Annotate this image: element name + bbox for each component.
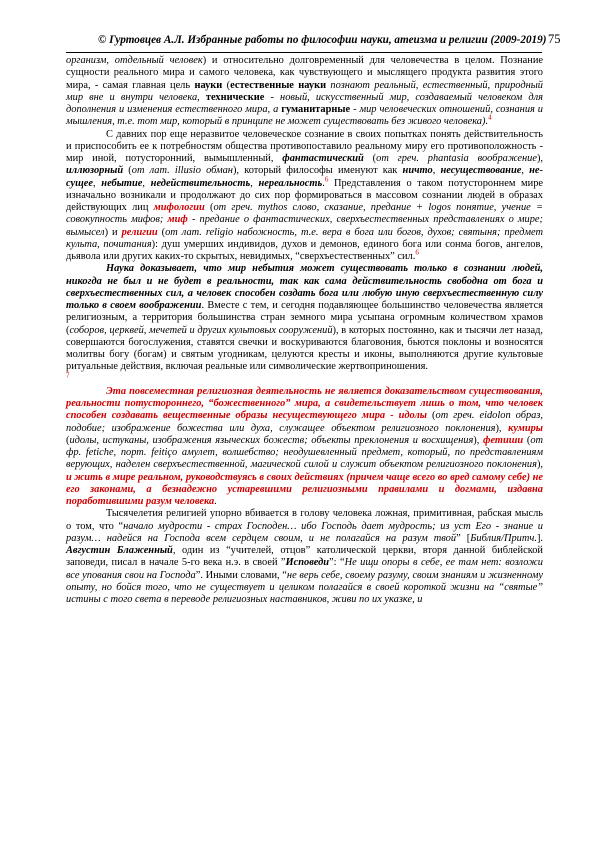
text-run: мифологии bbox=[153, 202, 205, 213]
text-run: , bbox=[250, 177, 259, 189]
text-run: Библия/Притч. bbox=[470, 532, 537, 544]
text-run: и жить в мире реальном, руководствуясь в своих действиях (причем чаще всего во вред самому себе) не его законами, а безнадежно устаревшими религиозными правилами и догмами, издавна поработившими разум человека bbox=[66, 471, 544, 507]
text-run: - предание о фантастических, сверхъестественных представлениях о мире; вымысел bbox=[66, 214, 543, 238]
text-run: фетиши bbox=[483, 434, 524, 446]
header-rule bbox=[66, 52, 542, 53]
text-run: , bbox=[432, 165, 441, 177]
footnote-ref-5[interactable]: 6 bbox=[324, 175, 329, 184]
text-run: познают реальный, естественный, природный мир вне и внутри человека, bbox=[66, 79, 543, 103]
text-run: . bbox=[322, 177, 325, 189]
text-run: Представления о таком потустороннем мире изначально возникали и продолжают до сих пор формироваться в массовом сознании людей в образах действующих лиц bbox=[66, 177, 544, 213]
text-run: ( bbox=[427, 410, 436, 422]
text-run: естественные науки bbox=[230, 79, 327, 91]
text-run: не-сущее bbox=[66, 165, 543, 189]
text-run: ” [ bbox=[456, 532, 471, 544]
text-run: ( bbox=[157, 226, 166, 238]
paragraph-3 bbox=[66, 263, 543, 386]
text-run: ”. Иными словами, “ bbox=[195, 569, 287, 581]
text-run: недействительность bbox=[150, 177, 251, 189]
text-run: технические bbox=[205, 91, 265, 103]
text-run: от греч. mythos слово, сказание, предание + logos понятие, учение = совокупность мифов; bbox=[66, 202, 543, 226]
text-run: идолы, истуканы, изображения языческих божеств; объекты преклонения и восхищения bbox=[69, 434, 474, 446]
text-run: ”: “ bbox=[329, 557, 345, 569]
text-run: ( bbox=[204, 202, 214, 213]
text-run: ), bbox=[473, 434, 483, 446]
text-run: иллюзорный bbox=[66, 165, 124, 177]
text-run: науки bbox=[194, 79, 223, 91]
text-run: миф bbox=[167, 214, 188, 226]
text-run: несуществование bbox=[440, 165, 522, 177]
text-run: ), bbox=[495, 422, 509, 434]
text-run: ): душ умерших индивидов, духов и демонов, единого бога или сонма богов, ангелов, дьявола или других каких-то скрытых, невидимых, “сверхъестественных” сил. bbox=[66, 238, 543, 262]
page-number: 75 bbox=[548, 32, 561, 46]
text-run: Исповеди bbox=[285, 557, 330, 569]
body-text bbox=[66, 55, 543, 606]
text-run: ничто bbox=[402, 165, 433, 177]
text-run: нереальность bbox=[258, 177, 323, 189]
paragraph-5 bbox=[66, 508, 543, 606]
text-run: Тысячелетия религией упорно вбивается в голову человека ложная, примитивная, рабская мысль о том, что “ bbox=[66, 508, 543, 532]
text-run: ), bbox=[536, 459, 543, 471]
text-run: ( bbox=[222, 79, 231, 91]
text-run: . Вместе с тем, и сегодня подавляющее большинство человечества является религиозным, а территория большинства стран земного мира усыпана огромным количеством храмов ( bbox=[66, 300, 543, 336]
text-run: - новый, искусственный мир, создаваемый человеком для дополнения и изменения естественного мира, а bbox=[66, 91, 543, 115]
text-run: идолы bbox=[398, 410, 428, 422]
text-run: С давних пор еще неразвитое человеческое сознание в своих попытках понять действительность и приспособить ее к потребностям общества противопоставило реальному миру его противоположность - мир иной, потусторонний, вымышленный, bbox=[66, 128, 543, 164]
paragraph-4 bbox=[66, 386, 543, 509]
paragraph-2 bbox=[66, 129, 543, 264]
text-run: ]. bbox=[536, 532, 543, 544]
text-run: от фр. fetiche, порт. feitiço амулет, волшебство; неодушевленный предмет, который, по представлениям верующих, наделен сверхъестественной, магической силой и служит объектом религиозного поклонения bbox=[66, 434, 544, 471]
text-run: не верь себе, своему разуму, своим знаниям и жизненному опыту, но бойся того, что не существует и целиком полагайся в своей короткой жизни на “святые” истины с того света в переводе религиозных наставников, живи по их указке, и bbox=[66, 569, 544, 605]
text-run: соборов, церквей, мечетей и других культовых сооружений bbox=[69, 324, 333, 336]
text-run: от греч. phantasia воображение bbox=[376, 153, 537, 164]
text-run: . bbox=[214, 496, 217, 507]
text-run: , bbox=[142, 177, 151, 189]
text-run: гуманитарные bbox=[281, 104, 351, 115]
text-run: Августин Блаженный bbox=[66, 545, 173, 556]
text-run: небытие bbox=[101, 177, 143, 189]
text-run: , bbox=[93, 177, 102, 189]
text-run: ), bbox=[536, 153, 543, 164]
text-run: - мир человеческих отношений, сознания и мышления, т.е. тот мир, который в принципе не может существовать без живого человека). bbox=[66, 104, 544, 128]
paragraph-1 bbox=[66, 55, 543, 129]
running-header: © Гуртовцев А.Л. Избранные работы по философии науки, атеизма и религии (2009-2019) bbox=[98, 34, 547, 46]
text-run: ) и bbox=[104, 226, 122, 238]
text-run: , bbox=[521, 165, 530, 177]
text-run: ( bbox=[123, 165, 132, 177]
text-run: ( bbox=[363, 153, 377, 164]
text-run: Не ищи опоры в себе, ее там нет: возложи все упования свои на Господа bbox=[66, 557, 543, 581]
text-run: кумиры bbox=[508, 422, 543, 434]
footnote-ref-7[interactable]: 7 bbox=[66, 371, 70, 380]
text-run: Наука доказывает, что мир небытия может существовать только в сознании людей, никогда не был и не будет в реальности, так как сама действительность свободна от бога и сверхъестественных сил, а человек способен создать бога или любую иную сверхъестественную силу только в своем воображении bbox=[66, 263, 543, 311]
text-run: начало мудрости - страх Господен… ибо Господь дает мудрость; из уст Его - знание и разум… надейся на Господа всем сердцем своим, и не полагайся на разум твой bbox=[66, 520, 543, 544]
text-run: ), который философы именуют как bbox=[232, 165, 403, 177]
footnote-ref-6[interactable]: 6 bbox=[415, 248, 419, 257]
text-run: , один из “учителей, отцов” католической церкви, вторя данной библейской заповеди, писал в начале 5-го века н.э. в своей ” bbox=[66, 545, 543, 569]
text-run: ), в которых постоянно, как и тысячи лет назад, совершаются богослужения, ставятся свечки и воскуриваются благовония, бьются поклоны и возносятся молитвы богу (богам) и святым угодникам, целуются кресты и иконы, выполняются другие культовые ритуальные действия, включая реальные или символические жертвоприношения. bbox=[66, 324, 543, 373]
text-run: Эта повсеместная религиозная деятельность не является доказательством существования, реальности потустороннего, “божественного” мира, а свидетельствует лишь о том, что человек способен создавать вещественные образы несуществующего мира - bbox=[66, 385, 543, 422]
footnote-ref-4[interactable]: 4 bbox=[488, 113, 492, 122]
text-run: от лат. religio набожность, т.е. вера в бога или богов, духов; святыня; предмет культа, почитания bbox=[66, 226, 544, 250]
text-run: фантастический bbox=[282, 153, 364, 164]
text-run: организм, отдельный человек bbox=[66, 55, 203, 66]
text-run: от лат. illusio обман bbox=[131, 165, 233, 177]
text-run: религии bbox=[121, 226, 158, 238]
text-run: ( bbox=[523, 434, 531, 446]
text-run: от греч. eidolon образ, подобие; изображение божества или духа, служащее объектом религиозного поклонения bbox=[66, 410, 543, 434]
text-run: ( bbox=[66, 434, 70, 446]
text-run: ) и относительно долговременный для человечества в целом. Познание сущности реального мира и самого человека, как чувствующего и мыслящего продукта развития этого мира, - самая главная цель bbox=[66, 55, 543, 91]
